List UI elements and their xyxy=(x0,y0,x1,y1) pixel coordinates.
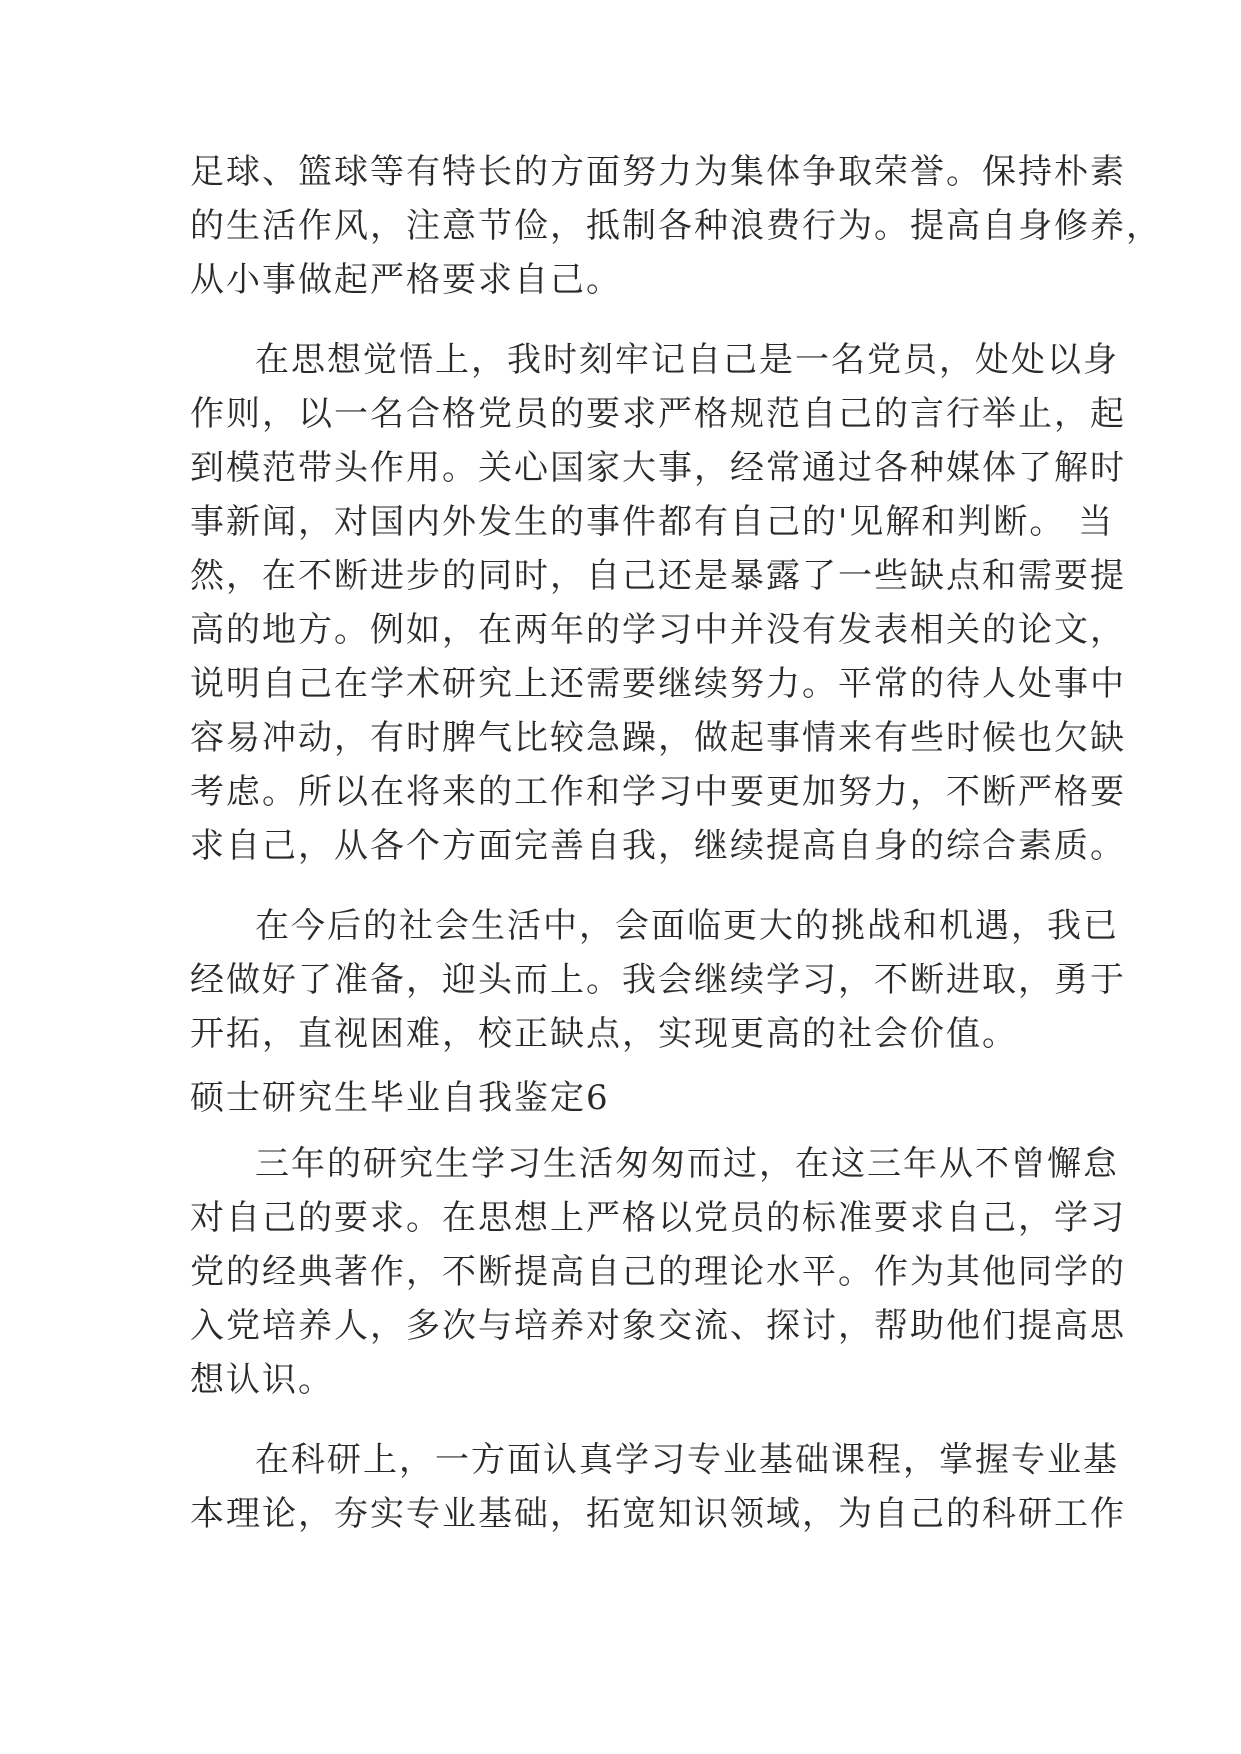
text-line: 想认识。 xyxy=(190,1360,334,1400)
text-line: 的生活作风，注意节俭，抵制各种浪费行为。提高自身修养， xyxy=(190,206,1162,246)
text-line: 从小事做起严格要求自己。 xyxy=(190,260,622,300)
text-line: 开拓，直视困难，校正缺点，实现更高的社会价值。 xyxy=(190,1014,1018,1054)
text-line: 经做好了准备，迎头而上。我会继续学习，不断进取，勇于 xyxy=(190,960,1126,1000)
text-line: 足球、篮球等有特长的方面努力为集体争取荣誉。保持朴素 xyxy=(190,152,1126,192)
text-line: 高的地方。例如，在两年的学习中并没有发表相关的论文， xyxy=(190,610,1126,650)
text-line: 作则，以一名合格党员的要求严格规范自己的言行举止，起 xyxy=(190,394,1126,434)
paragraph-start: 三年的研究生学习生活匆匆而过，在这三年从不曾懈怠 xyxy=(255,1144,1119,1184)
paragraph-start: 在今后的社会生活中，会面临更大的挑战和机遇，我已 xyxy=(255,906,1119,946)
text-line: 容易冲动，有时脾气比较急躁，做起事情来有些时候也欠缺 xyxy=(190,718,1126,758)
text-line: 党的经典著作，不断提高自己的理论水平。作为其他同学的 xyxy=(190,1252,1126,1292)
text-line: 然，在不断进步的同时，自己还是暴露了一些缺点和需要提 xyxy=(190,556,1126,596)
section-heading: 硕士研究生毕业自我鉴定6 xyxy=(190,1078,610,1118)
text-line: 到模范带头作用。关心国家大事，经常通过各种媒体了解时 xyxy=(190,448,1126,488)
text-line: 事新闻，对国内外发生的事件都有自己的'见解和判断。 当 xyxy=(190,502,1115,542)
text-line: 本理论，夯实专业基础，拓宽知识领域，为自己的科研工作 xyxy=(190,1494,1126,1534)
text-line: 考虑。所以在将来的工作和学习中要更加努力，不断严格要 xyxy=(190,772,1126,812)
text-line: 对自己的要求。在思想上严格以党员的标准要求自己，学习 xyxy=(190,1198,1126,1238)
paragraph-start: 在思想觉悟上，我时刻牢记自己是一名党员，处处以身 xyxy=(255,340,1119,380)
text-line: 说明自己在学术研究上还需要继续努力。平常的待人处事中 xyxy=(190,664,1126,704)
paragraph-start: 在科研上，一方面认真学习专业基础课程，掌握专业基 xyxy=(255,1440,1119,1480)
text-line: 入党培养人，多次与培养对象交流、探讨，帮助他们提高思 xyxy=(190,1306,1126,1346)
text-line: 求自己，从各个方面完善自我，继续提高自身的综合素质。 xyxy=(190,826,1126,866)
